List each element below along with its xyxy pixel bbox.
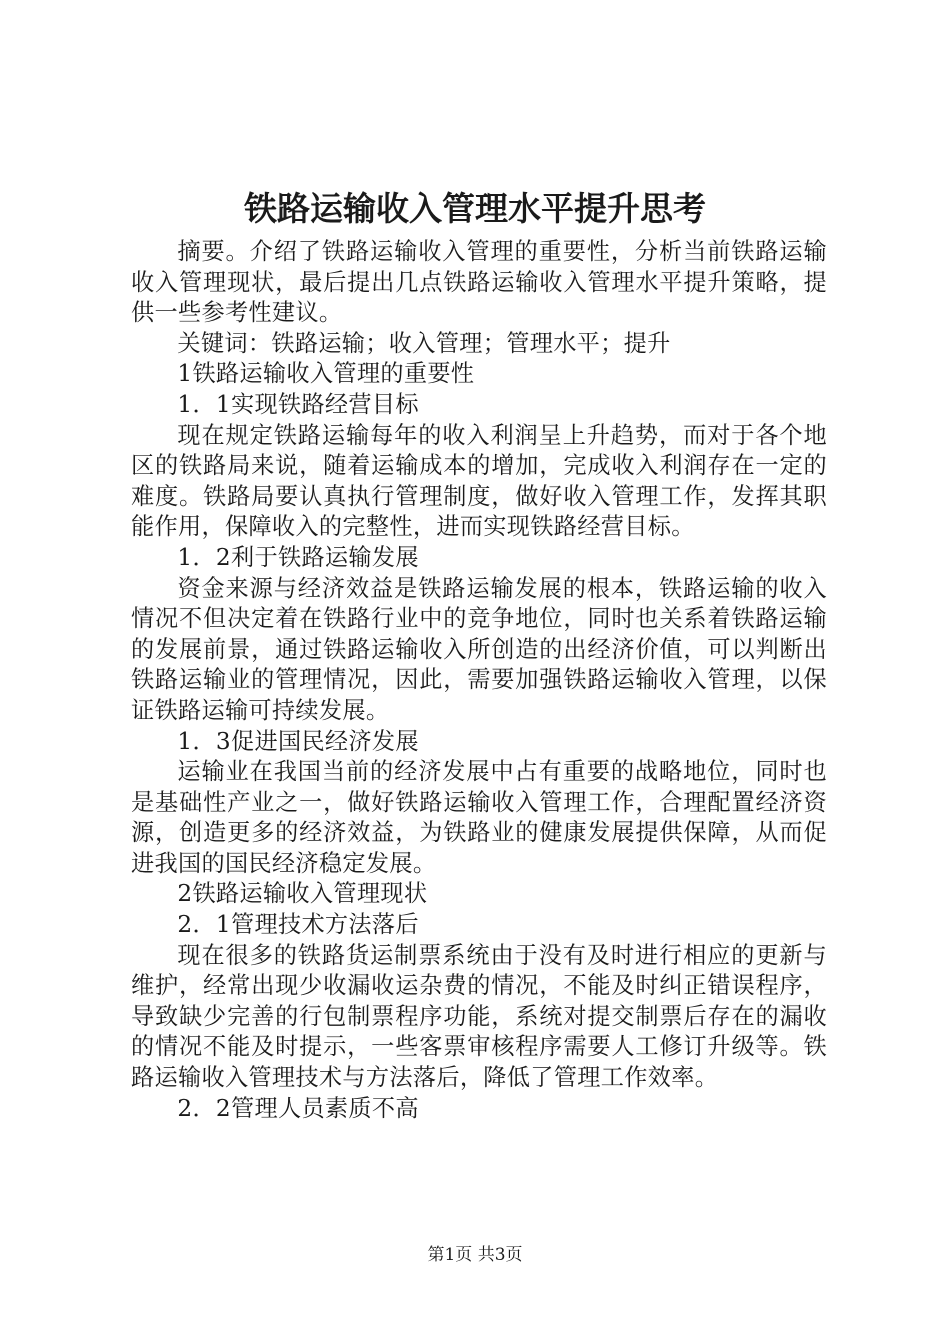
section-heading: 1铁路运输收入管理的重要性: [177, 360, 475, 388]
keywords-paragraph: 关键词：铁路运输；收入管理；管理水平；提升: [177, 329, 671, 357]
page-number-footer: 第1页 共3页: [427, 1245, 523, 1265]
document-title: 铁路运输收入管理水平提升思考: [244, 189, 706, 228]
subsection-heading: 2．2管理人员素质不高: [177, 1094, 419, 1122]
section-heading: 2铁路运输收入管理现状: [177, 880, 428, 908]
body-paragraph: 现在规定铁路运输每年的收入利润呈上升趋势，而对于各个地区的铁路局来说，随着运输成本的增加，完成收入利润存在一定的难度。铁路局要认真执行管理制度，做好收入管理工作，发挥其职能作用，保障收入的完整性，进而实现铁路经营目标。: [131, 421, 827, 541]
abstract-paragraph: 摘要。介绍了铁路运输收入管理的重要性，分析当前铁路运输收入管理现状，最后提出几点铁路运输收入管理水平提升策略，提供一些参考性建议。: [131, 238, 827, 327]
body-paragraph: 现在很多的铁路货运制票系统由于没有及时进行相应的更新与维护，经常出现少收漏收运杂费的情况，不能及时纠正错误程序，导致缺少完善的行包制票程序功能，系统对提交制票后存在的漏收的情况不能及时提示，一些客票审核程序需要人工修订升级等。铁路运输收入管理技术与方法落后，降低了管理工作效率。: [131, 941, 827, 1092]
subsection-heading: 1．1实现铁路经营目标: [177, 390, 419, 418]
subsection-heading: 2．1管理技术方法落后: [177, 911, 419, 939]
body-paragraph: 资金来源与经济效益是铁路运输发展的根本，铁路运输的收入情况不但决定着在铁路行业中的竞争地位，同时也关系着铁路运输的发展前景，通过铁路运输收入所创造的出经济价值，可以判断出铁路运输业的管理情况，因此，需要加强铁路运输收入管理，以保证铁路运输可持续发展。: [131, 574, 827, 724]
subsection-heading: 1．3促进国民经济发展: [177, 727, 419, 755]
body-paragraph: 运输业在我国当前的经济发展中占有重要的战略地位，同时也是基础性产业之一，做好铁路运输收入管理工作，合理配置经济资源，创造更多的经济效益，为铁路业的健康发展提供保障，从而促进我国的国民经济稳定发展。: [131, 758, 827, 877]
subsection-heading: 1．2利于铁路运输发展: [177, 543, 419, 571]
document-body: [131, 237, 827, 1124]
